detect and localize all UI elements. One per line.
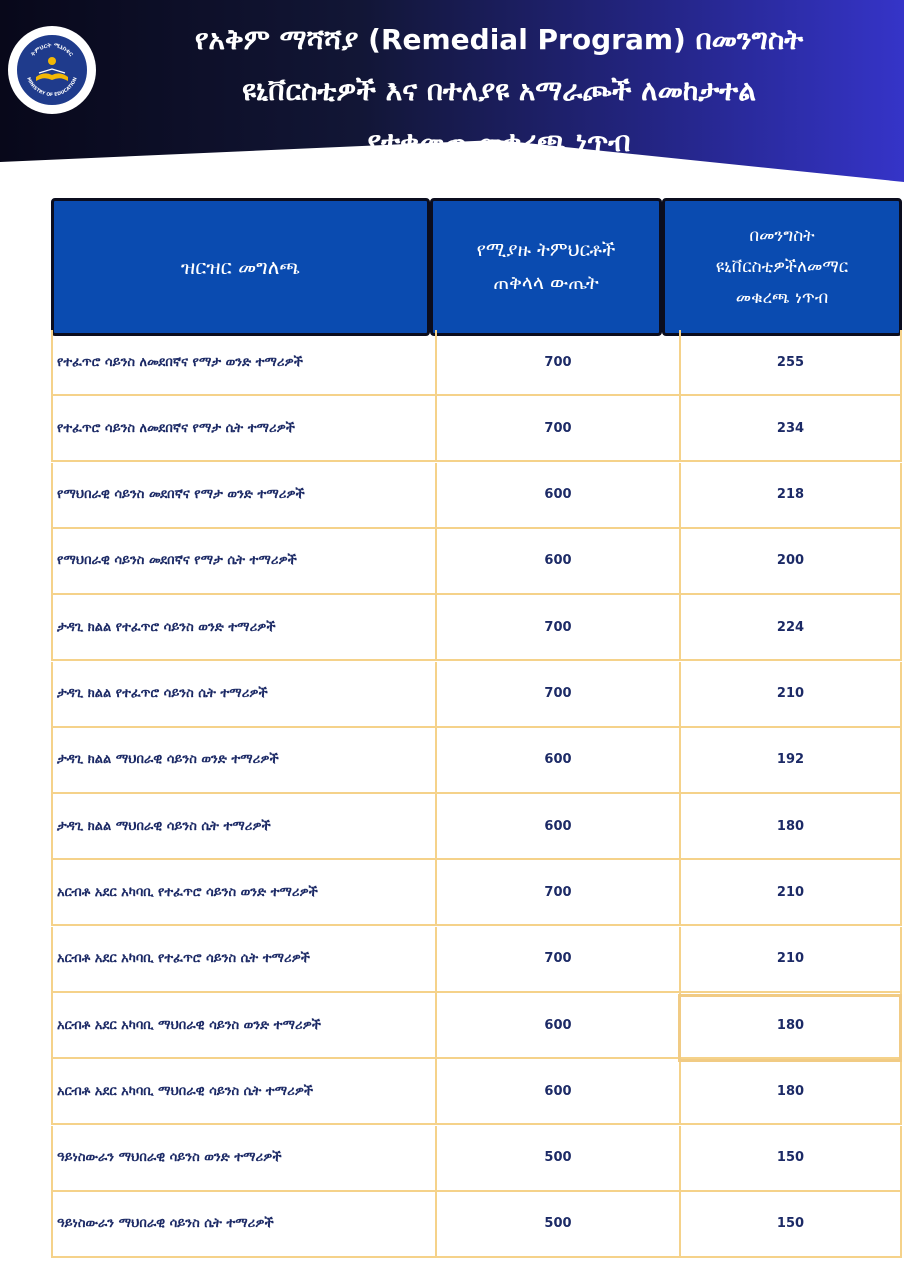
row-cutoff-point: 210 xyxy=(679,927,902,993)
table-row xyxy=(51,927,902,993)
row-description: አርብቶ አደር አካባቢ ማህበራዊ ሳይንስ ወንድ ተማሪዎች xyxy=(51,993,435,1059)
row-description: ታዳጊ ክልል የተፈጥሮ ሳይንስ ወንድ ተማሪዎች xyxy=(51,595,435,661)
row-cutoff-point: 255 xyxy=(679,330,902,396)
row-cutoff-point: 180 xyxy=(679,1059,902,1125)
row-cutoff-point: 180 xyxy=(679,993,902,1059)
ministry-of-education-logo xyxy=(8,26,96,114)
row-cutoff-point: 224 xyxy=(679,595,902,661)
table-row xyxy=(51,1059,902,1125)
column-header-line: በመንግስት xyxy=(749,225,815,246)
row-total-score: 500 xyxy=(435,1126,679,1192)
row-cutoff-point: 192 xyxy=(679,728,902,794)
row-total-score: 700 xyxy=(435,927,679,993)
column-header-line: መቁረጫ ነጥብ xyxy=(735,287,829,308)
table-row xyxy=(51,662,902,728)
row-total-score: 700 xyxy=(435,860,679,926)
logo-seal xyxy=(15,33,89,107)
book-icon xyxy=(17,35,87,105)
table-row xyxy=(51,794,902,860)
row-description: አርብቶ አደር አካባቢ ማህበራዊ ሳይንስ ሴት ተማሪዎች xyxy=(51,1059,435,1125)
table-row xyxy=(51,330,902,396)
table-row xyxy=(51,595,902,661)
row-description: ታዳጊ ክልል ማህበራዊ ሳይንስ ወንድ ተማሪዎች xyxy=(51,728,435,794)
row-total-score: 500 xyxy=(435,1192,679,1258)
row-description: የተፈጥሮ ሳይንስ ለመደበኛና የማታ ሴት ተማሪዎች xyxy=(51,396,435,462)
column-header-label: ዝርዝር መግለጫ xyxy=(180,255,301,279)
logo-top-text: ትምህርት ሚኒስቴር xyxy=(29,41,75,58)
row-total-score: 700 xyxy=(435,396,679,462)
row-description: አርብቶ አደር አካባቢ የተፈጥሮ ሳይንስ ሴት ተማሪዎች xyxy=(51,927,435,993)
row-cutoff-point: 218 xyxy=(679,463,902,529)
row-description: የተፈጥሮ ሳይንስ ለመደበኛና የማታ ወንድ ተማሪዎች xyxy=(51,330,435,396)
row-description: የማህበራዊ ሳይንስ መደበኛና የማታ ወንድ ተማሪዎች xyxy=(51,463,435,529)
row-description: ዓይነስውራን ማህበራዊ ሳይንስ ሴት ተማሪዎች xyxy=(51,1192,435,1258)
row-total-score: 700 xyxy=(435,662,679,728)
column-header-line: የሚያዙ ትምህርቶች xyxy=(476,239,616,261)
title-line: የአቅም ማሻሻያ (Remedial Program) በመንግስት xyxy=(194,23,804,56)
table-row xyxy=(51,529,902,595)
svg-text:ትምህርት ሚኒስቴር xyxy=(29,42,75,59)
row-cutoff-point: 210 xyxy=(679,662,902,728)
row-total-score: 700 xyxy=(435,330,679,396)
logo-bottom-text: MINISTRY OF EDUCATION xyxy=(25,76,79,99)
column-header-description xyxy=(51,198,430,336)
table-row xyxy=(51,1126,902,1192)
row-cutoff-point: 180 xyxy=(679,794,902,860)
title-line: የተቀመጠ መቁረጫ ነጥብ xyxy=(367,125,631,158)
row-total-score: 600 xyxy=(435,529,679,595)
row-description: አርብቶ አደር አካባቢ የተፈጥሮ ሳይንስ ወንድ ተማሪዎች xyxy=(51,860,435,926)
row-cutoff-point: 234 xyxy=(679,396,902,462)
row-description: ታዳጊ ክልል ማህበራዊ ሳይንስ ሴት ተማሪዎች xyxy=(51,794,435,860)
table-row xyxy=(51,728,902,794)
row-description: የማህበራዊ ሳይንስ መደበኛና የማታ ሴት ተማሪዎች xyxy=(51,529,435,595)
row-cutoff-point: 200 xyxy=(679,529,902,595)
column-header-cutoff-point xyxy=(662,198,902,336)
page-title xyxy=(104,14,894,167)
table-row xyxy=(51,860,902,926)
row-cutoff-point: 150 xyxy=(679,1126,902,1192)
table-row xyxy=(51,993,902,1059)
title-line: ዩኒቨርስቲዎች እና በተለያዩ አማራጮች ለመከታተል xyxy=(242,74,756,107)
column-header-line: ጠቅላላ ውጤት xyxy=(493,272,599,294)
row-total-score: 600 xyxy=(435,993,679,1059)
row-cutoff-point: 150 xyxy=(679,1192,902,1258)
table-row xyxy=(51,1192,902,1258)
row-total-score: 600 xyxy=(435,1059,679,1125)
column-header-total-score xyxy=(430,198,662,336)
row-description: ዓይነስውራን ማህበራዊ ሳይንስ ወንድ ተማሪዎች xyxy=(51,1126,435,1192)
row-description: ታዳጊ ክልል የተፈጥሮ ሳይንስ ሴት ተማሪዎች xyxy=(51,662,435,728)
row-total-score: 600 xyxy=(435,463,679,529)
table-row xyxy=(51,463,902,529)
column-header-line: ዩኒቨርስቲዎችለመማር xyxy=(715,256,849,277)
row-cutoff-point: 210 xyxy=(679,860,902,926)
row-total-score: 600 xyxy=(435,794,679,860)
row-total-score: 600 xyxy=(435,728,679,794)
table-row xyxy=(51,396,902,462)
row-total-score: 700 xyxy=(435,595,679,661)
